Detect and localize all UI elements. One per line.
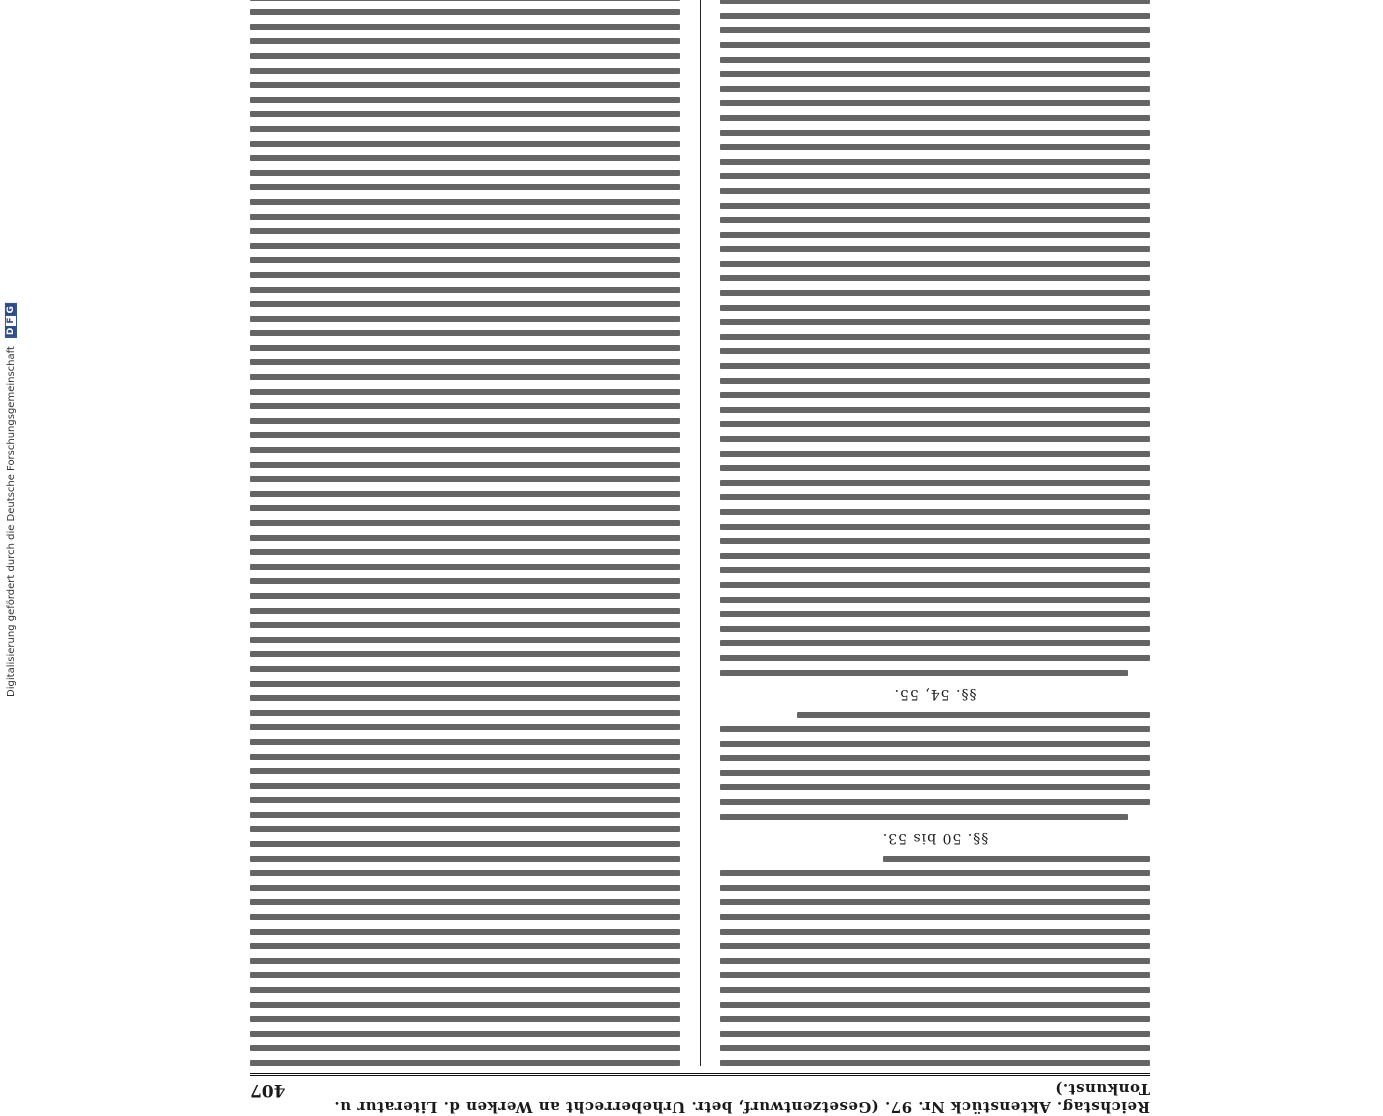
text-line-placeholder: [720, 524, 1150, 530]
text-line-placeholder: [250, 899, 680, 905]
text-line-placeholder: [720, 57, 1150, 63]
text-line-placeholder: [720, 1060, 1150, 1066]
text-line-placeholder: [250, 1060, 680, 1066]
text-line-placeholder: [250, 535, 680, 541]
text-line-placeholder: [720, 203, 1150, 209]
text-line-placeholder: [250, 462, 680, 468]
text-line-placeholder: [250, 418, 680, 424]
side-credit: [0, 0, 22, 1000]
text-line-placeholder: [250, 287, 680, 293]
text-line-placeholder: [250, 972, 680, 978]
text-line-placeholder: [250, 330, 680, 336]
text-line-placeholder: [250, 1016, 680, 1022]
text-line-placeholder: [250, 987, 680, 993]
text-line-placeholder: [250, 768, 680, 774]
text-line-placeholder: [797, 712, 1150, 718]
text-line-placeholder: [720, 305, 1150, 311]
document-page: [250, 0, 1150, 1116]
text-line-placeholder: [250, 637, 680, 643]
text-line-placeholder: [720, 1031, 1150, 1037]
text-line-placeholder: [720, 261, 1150, 267]
text-line-placeholder: [720, 86, 1150, 92]
text-line-placeholder: [720, 755, 1150, 761]
text-line-placeholder: [250, 651, 680, 657]
text-line-placeholder: [720, 987, 1150, 993]
text-line-placeholder: [720, 1045, 1150, 1051]
text-line-placeholder: [250, 272, 680, 278]
text-line-placeholder: [720, 799, 1150, 805]
left-column: [720, 0, 1150, 1066]
text-line-placeholder: [720, 958, 1150, 964]
text-line-placeholder: [250, 783, 680, 789]
text-line-placeholder: [720, 290, 1150, 296]
text-line-placeholder: [720, 334, 1150, 340]
text-line-placeholder: [250, 695, 680, 701]
text-line-placeholder: [250, 710, 680, 716]
text-line-placeholder: [250, 24, 680, 30]
text-line-placeholder: [720, 188, 1150, 194]
text-line-placeholder: [720, 553, 1150, 559]
text-line-placeholder: [720, 814, 1128, 820]
text-line-placeholder: [250, 1002, 680, 1008]
text-line-placeholder: [250, 812, 680, 818]
text-line-placeholder: [250, 9, 680, 15]
text-line-placeholder: [250, 111, 680, 117]
text-line-placeholder: [250, 681, 680, 687]
credit-text: Digitalisierung gefördert durch die Deutsche Forschungsgemeinschaft: [5, 346, 17, 697]
text-line-placeholder: [720, 144, 1150, 150]
text-line-placeholder: [720, 451, 1150, 457]
text-line-placeholder: [250, 958, 680, 964]
text-line-placeholder: [250, 447, 680, 453]
text-line-placeholder: [250, 0, 680, 1]
section-heading-54-55: §§. 54, 55.: [893, 685, 977, 702]
dfg-logo: D F G: [5, 303, 17, 338]
text-line-placeholder: [250, 141, 680, 147]
text-line-placeholder: [250, 316, 680, 322]
text-line-placeholder: [250, 870, 680, 876]
text-line-placeholder: [720, 494, 1150, 500]
text-line-placeholder: [720, 626, 1150, 632]
text-line-placeholder: [720, 726, 1150, 732]
text-line-placeholder: [720, 1002, 1150, 1008]
left-body-text: [720, 856, 1150, 1066]
text-line-placeholder: [720, 611, 1150, 617]
text-line-placeholder: [250, 214, 680, 220]
text-line-placeholder: [250, 608, 680, 614]
text-line-placeholder: [250, 856, 680, 862]
column-divider: [700, 0, 701, 1066]
page-header: [250, 1073, 1150, 1116]
text-line-placeholder: [250, 97, 680, 103]
text-line-placeholder: [250, 505, 680, 511]
text-line-placeholder: [720, 159, 1150, 165]
text-line-placeholder: [720, 1016, 1150, 1022]
text-line-placeholder: [720, 348, 1150, 354]
text-line-placeholder: [720, 71, 1150, 77]
text-line-placeholder: [720, 597, 1150, 603]
section-heading-50-53: §§. 50 bis 53.: [881, 829, 989, 846]
text-line-placeholder: [250, 432, 680, 438]
text-line-placeholder: [720, 130, 1150, 136]
text-line-placeholder: [720, 232, 1150, 238]
text-line-placeholder: [720, 538, 1150, 544]
text-line-placeholder: [250, 622, 680, 628]
text-line-placeholder: [720, 465, 1150, 471]
text-line-placeholder: [250, 797, 680, 803]
text-line-placeholder: [250, 228, 680, 234]
text-line-placeholder: [250, 184, 680, 190]
text-line-placeholder: [250, 68, 680, 74]
text-line-placeholder: [720, 363, 1150, 369]
text-line-placeholder: [720, 567, 1150, 573]
text-line-placeholder: [720, 378, 1150, 384]
text-line-placeholder: [250, 82, 680, 88]
scan-stage: [80, 40, 1320, 1116]
text-line-placeholder: [720, 943, 1150, 949]
text-line-placeholder: [720, 421, 1150, 427]
text-line-placeholder: [720, 914, 1150, 920]
text-line-placeholder: [720, 392, 1150, 398]
text-line-placeholder: [883, 856, 1150, 862]
text-line-placeholder: [250, 520, 680, 526]
text-line-placeholder: [720, 480, 1150, 486]
text-line-placeholder: [720, 870, 1150, 876]
right-column: [250, 0, 680, 1066]
text-line-placeholder: [720, 115, 1150, 121]
text-line-placeholder: [250, 155, 680, 161]
text-line-placeholder: [720, 173, 1150, 179]
text-line-placeholder: [720, 319, 1150, 325]
text-line-placeholder: [720, 929, 1150, 935]
text-line-placeholder: [250, 53, 680, 59]
text-line-placeholder: [250, 593, 680, 599]
text-line-placeholder: [250, 1045, 680, 1051]
text-line-placeholder: [250, 885, 680, 891]
text-line-placeholder: [250, 389, 680, 395]
text-line-placeholder: [250, 38, 680, 44]
text-line-placeholder: [720, 640, 1150, 646]
text-line-placeholder: [720, 276, 1150, 282]
text-line-placeholder: [250, 403, 680, 409]
text-line-placeholder: [720, 509, 1150, 515]
text-line-placeholder: [250, 841, 680, 847]
text-line-placeholder: [720, 899, 1150, 905]
text-line-placeholder: [250, 943, 680, 949]
text-line-placeholder: [720, 246, 1150, 252]
text-line-placeholder: [720, 972, 1150, 978]
text-line-placeholder: [250, 827, 680, 833]
text-line-placeholder: [250, 243, 680, 249]
text-line-placeholder: [250, 666, 680, 672]
text-line-placeholder: [720, 741, 1150, 747]
text-line-placeholder: [250, 549, 680, 555]
text-line-placeholder: [250, 257, 680, 263]
text-line-placeholder: [250, 199, 680, 205]
text-line-placeholder: [720, 100, 1150, 106]
text-line-placeholder: [250, 1031, 680, 1037]
text-line-placeholder: [250, 374, 680, 380]
text-line-placeholder: [720, 27, 1150, 33]
text-line-placeholder: [250, 360, 680, 366]
text-line-placeholder: [250, 914, 680, 920]
right-body-text: [250, 0, 680, 1066]
text-line-placeholder: [720, 885, 1150, 891]
text-line-placeholder: [250, 170, 680, 176]
text-line-placeholder: [250, 929, 680, 935]
text-line-placeholder: [250, 739, 680, 745]
text-line-placeholder: [250, 491, 680, 497]
running-title: Reichstag. Aktenstück Nr. 97. (Gesetzentwurf, betr. Urheberrecht an Werken d. Literatur u. Tonkunst.): [333, 1080, 1150, 1116]
text-line-placeholder: [720, 407, 1150, 413]
text-line-placeholder: [720, 655, 1150, 661]
page-number: 407: [250, 1080, 286, 1100]
text-line-placeholder: [720, 217, 1150, 223]
text-line-placeholder: [250, 345, 680, 351]
text-line-placeholder: [720, 0, 1150, 4]
text-line-placeholder: [250, 754, 680, 760]
text-line-placeholder: [720, 670, 1128, 676]
text-line-placeholder: [250, 724, 680, 730]
text-line-placeholder: [720, 785, 1150, 791]
text-line-placeholder: [250, 564, 680, 570]
text-line-placeholder: [250, 476, 680, 482]
text-line-placeholder: [720, 13, 1150, 19]
text-line-placeholder: [720, 582, 1150, 588]
text-line-placeholder: [720, 770, 1150, 776]
text-line-placeholder: [250, 126, 680, 132]
text-line-placeholder: [720, 436, 1150, 442]
text-line-placeholder: [720, 42, 1150, 48]
text-line-placeholder: [250, 578, 680, 584]
text-line-placeholder: [250, 301, 680, 307]
